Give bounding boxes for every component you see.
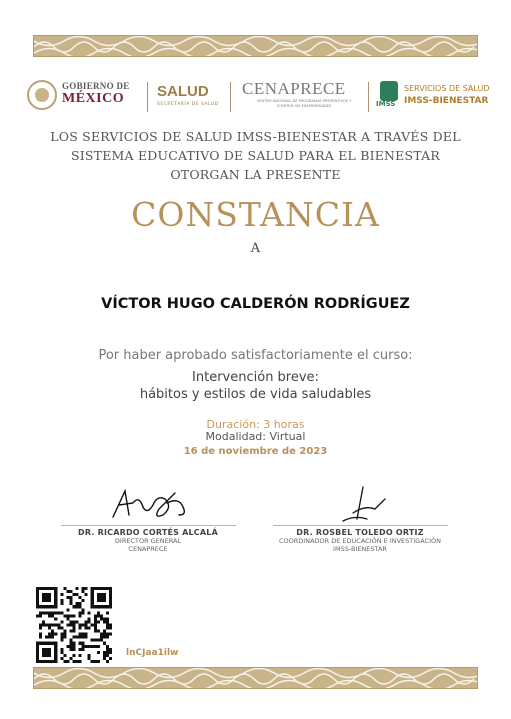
certificate-intro: LOS SERVICIOS DE SALUD IMSS-BIENESTAR A TRAVÉS DEL SISTEMA EDUCATIVO DE SALUD PARA EL BIENESTAR OTORGAN LA PRESENTE xyxy=(50,129,461,182)
course-duration: Duración: 3 horas xyxy=(206,418,305,431)
signature-block-toledo: DR. ROSBEL TOLEDO ORTIZ COORDINADOR DE EDUCACIÓN E INVESTIGACIÓN IMSS-BIENESTAR xyxy=(260,485,460,553)
national-seal-icon xyxy=(27,80,57,110)
signature-block-cortes: DR. RICARDO CORTÉS ALCALÁ DIRECTOR GENERAL CENAPRECE xyxy=(48,485,248,553)
signature-line xyxy=(61,525,236,526)
issue-date: 16 de noviembre de 2023 xyxy=(183,446,328,457)
header-logos: GOBIERNO DE MÉXICO SALUD SECRETARÍA DE SALUD CENAPRECE CENTRO NACIONAL DE PROGRAMAS PREVENTIVOS Y CONTROL DE ENFERMEDADES IMSS SERVICIOS DE SALUD IMSS-BIENESTAR xyxy=(22,78,492,116)
certificate-title: CONSTANCIA xyxy=(131,195,380,234)
verification-qr-code[interactable] xyxy=(36,587,112,663)
certificate-reason: Por haber aprobado satisfactoriamente el curso: xyxy=(98,348,413,363)
verification-code: lnCJaa1ilw xyxy=(126,648,179,658)
signature-line xyxy=(273,525,448,526)
course-modality: Modalidad: Virtual xyxy=(205,430,306,443)
certificate-to: A xyxy=(250,241,261,256)
handwritten-signature-cortes xyxy=(83,485,213,525)
decorative-band-top xyxy=(33,35,478,57)
course-name: Intervención breve: hábitos y estilos de vida saludables xyxy=(139,370,372,402)
recipient-name: VÍCTOR HUGO CALDERÓN RODRÍGUEZ xyxy=(101,296,410,312)
decorative-band-bottom xyxy=(33,667,478,689)
imss-eagle-icon xyxy=(380,81,398,101)
logo-divider xyxy=(147,82,148,112)
logo-divider xyxy=(230,82,231,112)
logo-divider xyxy=(368,82,369,112)
handwritten-signature-toledo xyxy=(295,485,425,525)
